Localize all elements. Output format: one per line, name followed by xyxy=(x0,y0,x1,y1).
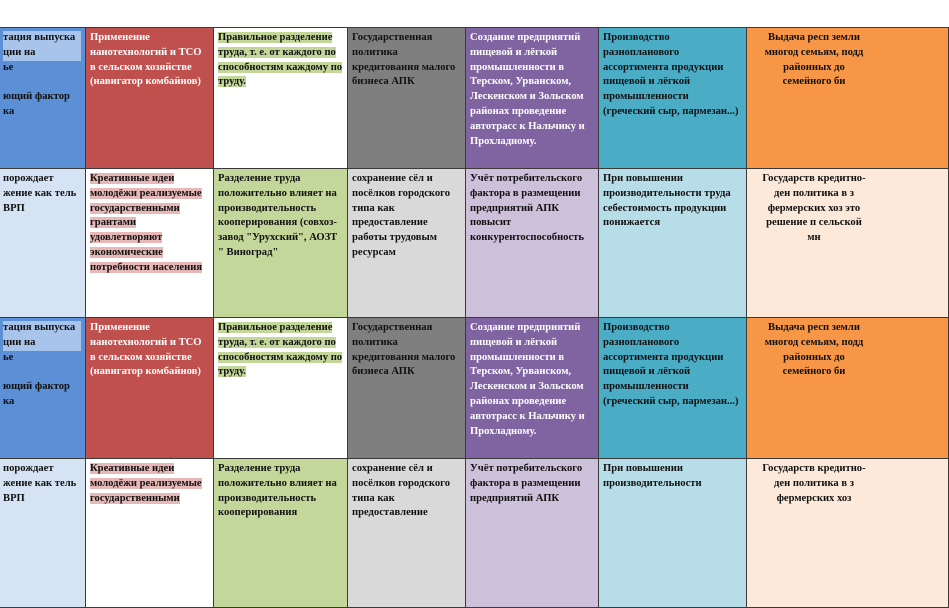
table-cell xyxy=(466,459,599,608)
cell-text: Государственная политика кредитования малого бизнеса АПК xyxy=(352,32,456,88)
table-row xyxy=(0,318,949,459)
cell-text: Разделение труда положительно влияет на производительность кооперирования xyxy=(218,463,337,519)
table-cell xyxy=(348,459,466,608)
table-row xyxy=(0,459,949,608)
cell-text: ье xyxy=(3,61,14,73)
table-cell xyxy=(466,169,599,318)
table-cell xyxy=(747,459,949,608)
cell-text: При повышении производительности труда себестоимость продукции понижается xyxy=(603,173,731,229)
cell-text: ющий фактор xyxy=(3,381,70,393)
cell-text: порождает жение как тель ВРП xyxy=(3,463,77,504)
table-cell xyxy=(747,169,949,318)
table-cell xyxy=(214,169,348,318)
cell-text: Выдача респ земли многод семьям, подд районных до семейного би xyxy=(764,322,864,378)
table-cell xyxy=(86,169,214,318)
cell-text: Применение нанотехнологий и ТСО в сельском хозяйстве (навигатор комбайнов) xyxy=(90,322,202,378)
cell-text: Учёт потребительского фактора в размещении предприятий АПК xyxy=(470,463,583,504)
cell-text: тация выпуска xyxy=(3,322,76,333)
cell-text: Производство разнопланового ассортимента продукции пищевой и лёгкой промышленности (греческий сыр, пармезан...) xyxy=(603,322,739,407)
cell-text: Креативные идеи молодёжи реализуемые государственными xyxy=(90,463,202,504)
table-row xyxy=(0,28,949,169)
table-cell xyxy=(599,318,747,459)
table-cell xyxy=(86,28,214,169)
factors-table xyxy=(0,27,949,608)
cell-text: Производство разнопланового ассортимента продукции пищевой и лёгкой промышленности (греческий сыр, пармезан...) xyxy=(603,32,739,117)
table-cell xyxy=(86,318,214,459)
cell-text: Создание предприятий пищевой и лёгкой промышленности в Терском, Урванском, Лескенском и Зольском районах проведение автотрасс к Нальчику и Прохладному. xyxy=(470,322,585,437)
cell-text: Государств кредитно-ден политика в з фермерских хоз это решение п сельской мн xyxy=(762,173,866,244)
table-cell xyxy=(599,459,747,608)
table-row xyxy=(0,169,949,318)
table-cell xyxy=(214,28,348,169)
table-cell xyxy=(348,169,466,318)
table-cell xyxy=(599,169,747,318)
table-cell xyxy=(599,28,747,169)
table-cell xyxy=(0,169,86,318)
cell-text: Учёт потребительского фактора в размещении предприятий АПК повысит конкурентоспособность xyxy=(470,173,584,244)
cell-text: Разделение труда положительно влияет на производительность кооперирования (совхоз- завод "Урухский", АОЗТ " Виноград" xyxy=(218,173,338,258)
table-cell xyxy=(214,459,348,608)
cell-text: Создание предприятий пищевой и лёгкой промышленности в Терском, Урванском, Лескенском и Зольском районах проведение автотрасс к Нальчику и Прохладному. xyxy=(470,32,585,147)
cell-text: ье xyxy=(3,351,14,363)
cell-text: Правильное разделение труда, т. е. от каждого по способностям каждому по труду. xyxy=(218,32,343,88)
cell-text: Выдача респ земли многод семьям, подд районных до семейного би xyxy=(764,32,864,88)
table-cell xyxy=(214,318,348,459)
cell-text: сохранение сёл и посёлков городского типа как предоставление xyxy=(352,463,451,519)
table-cell xyxy=(348,28,466,169)
cell-text: Государственная политика кредитования малого бизнеса АПК xyxy=(352,322,456,378)
cell-text: порождает жение как тель ВРП xyxy=(3,173,77,214)
cell-text: При повышении производительности xyxy=(603,463,702,489)
cell-text: Креативные идеи молодёжи реализуемые государственными грантами удовлетворяют экономические потребности населения xyxy=(90,173,203,273)
table-cell xyxy=(466,318,599,459)
cell-text: Правильное разделение труда, т. е. от каждого по способностям каждому по труду. xyxy=(218,322,343,378)
cell-text: ции на xyxy=(3,336,36,348)
table-cell xyxy=(348,318,466,459)
cell-text: ка xyxy=(3,105,15,117)
cell-text: сохранение сёл и посёлков городского типа как предоставление работы трудовым ресурсам xyxy=(352,173,451,258)
cell-text: Государств кредитно-ден политика в з фермерских хоз xyxy=(762,463,866,504)
cell-text: ции на xyxy=(3,46,36,58)
table-cell xyxy=(0,459,86,608)
cell-text: ка xyxy=(3,395,15,407)
cell-text: тация выпуска xyxy=(3,32,76,43)
cell-text: ющий фактор xyxy=(3,91,70,103)
cell-text: Применение нанотехнологий и ТСО в сельском хозяйстве (навигатор комбайнов) xyxy=(90,32,202,88)
table-cell xyxy=(86,459,214,608)
table-cell xyxy=(747,28,949,169)
table-cell xyxy=(466,28,599,169)
table-cell xyxy=(0,318,86,459)
table-cell xyxy=(0,28,86,169)
table-cell xyxy=(747,318,949,459)
